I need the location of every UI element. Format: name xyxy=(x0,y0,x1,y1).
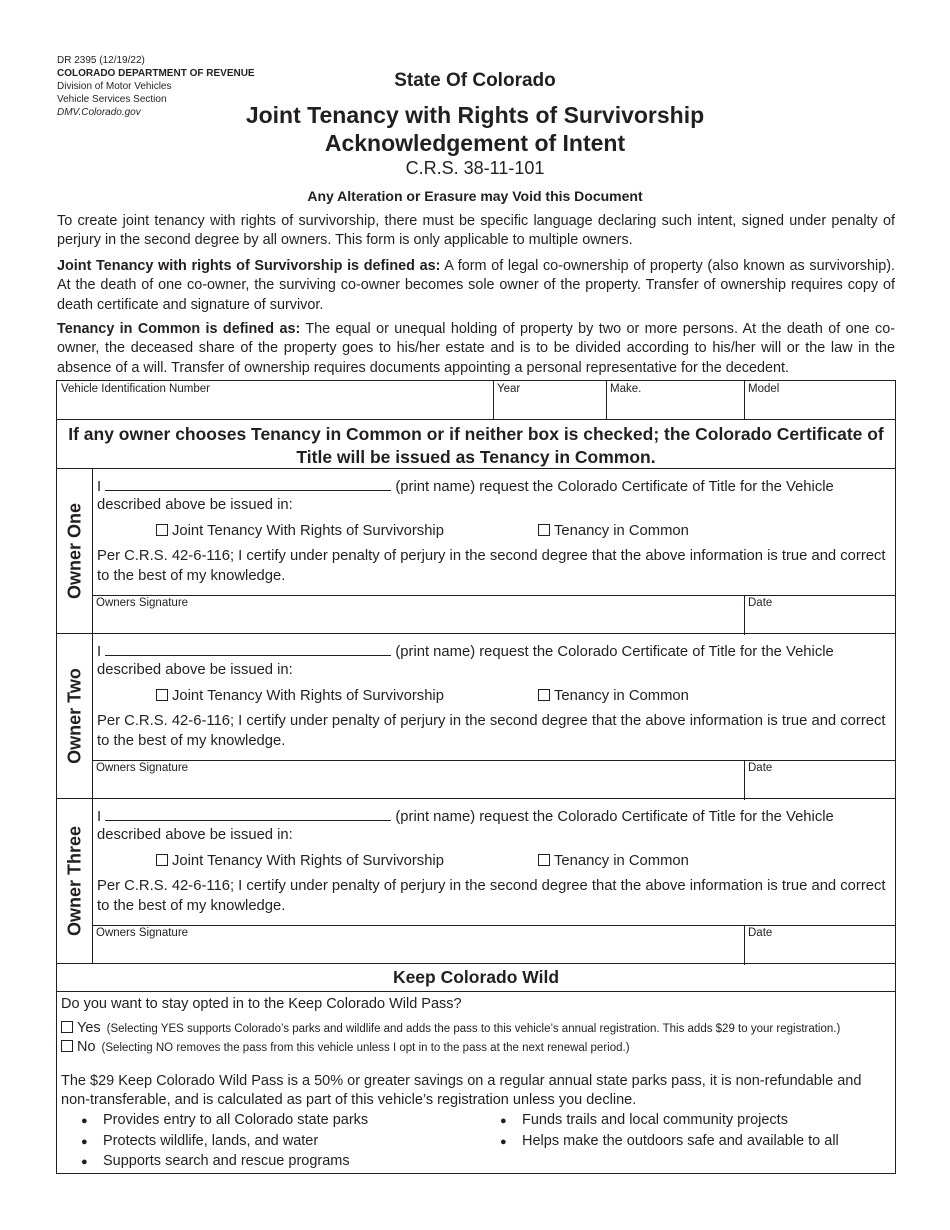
kcw-benefits-left xyxy=(103,1110,368,1172)
joint-tenancy-checkbox[interactable] xyxy=(156,689,168,701)
owner-three-section xyxy=(56,798,896,964)
owner-three-label-cell xyxy=(57,799,93,963)
kcw-yes-note: (Selecting YES supports Colorado’s parks and wildlife and adds the pass to this vehicle’s annual registration. This adds $29 to your registration.) xyxy=(106,1023,841,1035)
signature-row xyxy=(93,595,896,635)
divider xyxy=(744,761,745,800)
owner-one-label: Owner One xyxy=(64,502,84,600)
list-item: ● Protects wildlife, lands, and water xyxy=(103,1131,368,1152)
owner-two-label: Owner Two xyxy=(64,668,84,764)
owner-one-section xyxy=(56,468,896,634)
kcw-yes-option[interactable]: Yes (Selecting YES supports Colorado’s parks and wildlife and adds the pass to this vehicle’s annual registration. This adds $29 to your registration.) xyxy=(61,1020,840,1036)
list-item: ● Supports search and rescue programs xyxy=(103,1151,368,1172)
tenancy-common-option[interactable]: Tenancy in Common xyxy=(538,687,689,707)
make-field[interactable]: Make. xyxy=(610,383,642,395)
joint-tenancy-definition xyxy=(57,257,895,315)
form-title-line1: Joint Tenancy with Rights of Survivorship xyxy=(245,102,705,128)
divider xyxy=(493,381,494,419)
list-item: ● Helps make the outdoors safe and available to all xyxy=(522,1131,839,1152)
tenancy-common-option[interactable]: Tenancy in Common xyxy=(538,852,689,872)
divider xyxy=(744,596,745,635)
list-item: ● Provides entry to all Colorado state parks xyxy=(103,1110,368,1131)
certification-text: Per C.R.S. 42-6-116; I certify under penalty of perjury in the second degree that the above information is true and correct to the best of my knowledge. xyxy=(97,878,886,914)
owner-one-label-cell xyxy=(57,469,93,633)
alteration-warning: Any Alteration or Erasure may Void this Document xyxy=(307,188,643,204)
owner-signature-field[interactable]: Owners Signature xyxy=(96,927,189,939)
divider xyxy=(744,926,745,965)
print-name-line: I (print name) request the Colorado Certificate of Title for the Vehicle xyxy=(97,479,834,495)
signature-row xyxy=(93,925,896,965)
divider xyxy=(744,381,745,419)
form-title-line2: Acknowledgement of Intent xyxy=(324,130,626,156)
joint-tenancy-option[interactable]: Joint Tenancy With Rights of Survivorship xyxy=(156,522,444,542)
department-name: COLORADO DEPARTMENT OF REVENUE xyxy=(57,68,255,79)
joint-tenancy-option[interactable]: Joint Tenancy With Rights of Survivorship xyxy=(156,687,444,707)
kcw-yes-checkbox[interactable] xyxy=(61,1021,73,1033)
kcw-no-option[interactable]: No (Selecting NO removes the pass from this vehicle unless I opt in to the pass at the next renewal period.) xyxy=(61,1039,630,1055)
vin-field[interactable]: Vehicle Identification Number xyxy=(61,383,210,395)
divider xyxy=(606,381,607,419)
vehicle-info-row xyxy=(56,380,896,420)
form-number: DR 2395 (12/19/22) xyxy=(57,55,145,66)
intro-paragraph: To create joint tenancy with rights of survivorship, there must be specific language declaring such intent, signed under penalty of perjury in the second degree by all owners. This form is only applicable to multiple owners. xyxy=(57,213,895,249)
joint-tenancy-checkbox[interactable] xyxy=(156,854,168,866)
date-field[interactable]: Date xyxy=(748,597,773,609)
date-field[interactable]: Date xyxy=(748,927,773,939)
list-item: ● Funds trails and local community projects xyxy=(522,1110,839,1131)
described-text: described above be issued in: xyxy=(97,497,293,513)
certification-text: Per C.R.S. 42-6-116; I certify under penalty of perjury in the second degree that the above information is true and correct to the best of my knowledge. xyxy=(97,548,886,584)
definition-label: Joint Tenancy with rights of Survivorship is defined as: xyxy=(57,258,441,274)
statute-reference: C.R.S. 38-11-101 xyxy=(405,158,545,178)
kcw-no-checkbox[interactable] xyxy=(61,1040,73,1052)
definition-text: The equal or unequal holding of property by two or more persons. At the death of one co-owner, the deceased share of the property goes to his/her estate and is to be divided according to his/her will or the law in the absence of a will. Transfer of ownership requires documents appointing a personal representative for the decedent. xyxy=(57,321,896,376)
website-text: DMV.Colorado.gov xyxy=(57,107,141,118)
described-text: described above be issued in: xyxy=(97,662,293,678)
definition-text: A form of legal co-ownership of property (also known as survivorship). At the death of one co-owner, the surviving co-owner becomes sole owner of the property. Transfer of ownership requires copy of death certificate and signature of survivor. xyxy=(57,258,895,313)
print-name-line: I (print name) request the Colorado Certificate of Title for the Vehicle xyxy=(97,809,834,825)
joint-tenancy-option[interactable]: Joint Tenancy With Rights of Survivorship xyxy=(156,852,444,872)
date-field[interactable]: Date xyxy=(748,762,773,774)
tenancy-common-option[interactable]: Tenancy in Common xyxy=(538,522,689,542)
year-field[interactable]: Year xyxy=(497,383,521,395)
tenancy-notice: If any owner chooses Tenancy in Common or if neither box is checked; the Colorado Certificate of Title will be issued as Tenancy in Common. xyxy=(56,419,896,469)
kcw-no-note: (Selecting NO removes the pass from this vehicle unless I opt in to the pass at the next renewal period.) xyxy=(101,1042,630,1054)
kcw-question: Do you want to stay opted in to the Keep Colorado Wild Pass? xyxy=(61,996,462,1012)
print-name-line: I (print name) request the Colorado Certificate of Title for the Vehicle xyxy=(97,644,834,660)
model-field[interactable]: Model xyxy=(748,383,780,395)
print-name-input[interactable] xyxy=(105,477,391,491)
owner-three-label: Owner Three xyxy=(64,825,84,937)
signature-row xyxy=(93,760,896,800)
owner-two-section xyxy=(56,633,896,799)
tenancy-common-checkbox[interactable] xyxy=(538,524,550,536)
kcw-description: The $29 Keep Colorado Wild Pass is a 50% or greater savings on a regular annual state parks pass, it is non-refundable and non-transferable, and is calculated as part of this vehicle’s registration unless you decline. xyxy=(61,1073,862,1108)
form-title xyxy=(0,101,950,157)
owner-signature-field[interactable]: Owners Signature xyxy=(96,597,189,609)
definition-label: Tenancy in Common is defined as: xyxy=(57,321,301,337)
kcw-heading: Keep Colorado Wild xyxy=(56,963,896,992)
joint-tenancy-checkbox[interactable] xyxy=(156,524,168,536)
described-text: described above be issued in: xyxy=(97,827,293,843)
print-name-input[interactable] xyxy=(105,642,391,656)
owner-signature-field[interactable]: Owners Signature xyxy=(96,762,189,774)
owner-two-label-cell xyxy=(57,634,93,798)
tenancy-common-checkbox[interactable] xyxy=(538,689,550,701)
tenancy-common-checkbox[interactable] xyxy=(538,854,550,866)
kcw-section xyxy=(56,991,896,1174)
tenancy-common-definition xyxy=(57,320,895,378)
division-name: Division of Motor Vehicles xyxy=(57,81,172,92)
section-name: Vehicle Services Section xyxy=(57,94,167,105)
print-name-input[interactable] xyxy=(105,807,391,821)
kcw-benefits-right xyxy=(522,1110,839,1151)
certification-text: Per C.R.S. 42-6-116; I certify under penalty of perjury in the second degree that the above information is true and correct to the best of my knowledge. xyxy=(97,713,886,749)
state-title: State Of Colorado xyxy=(394,70,556,91)
